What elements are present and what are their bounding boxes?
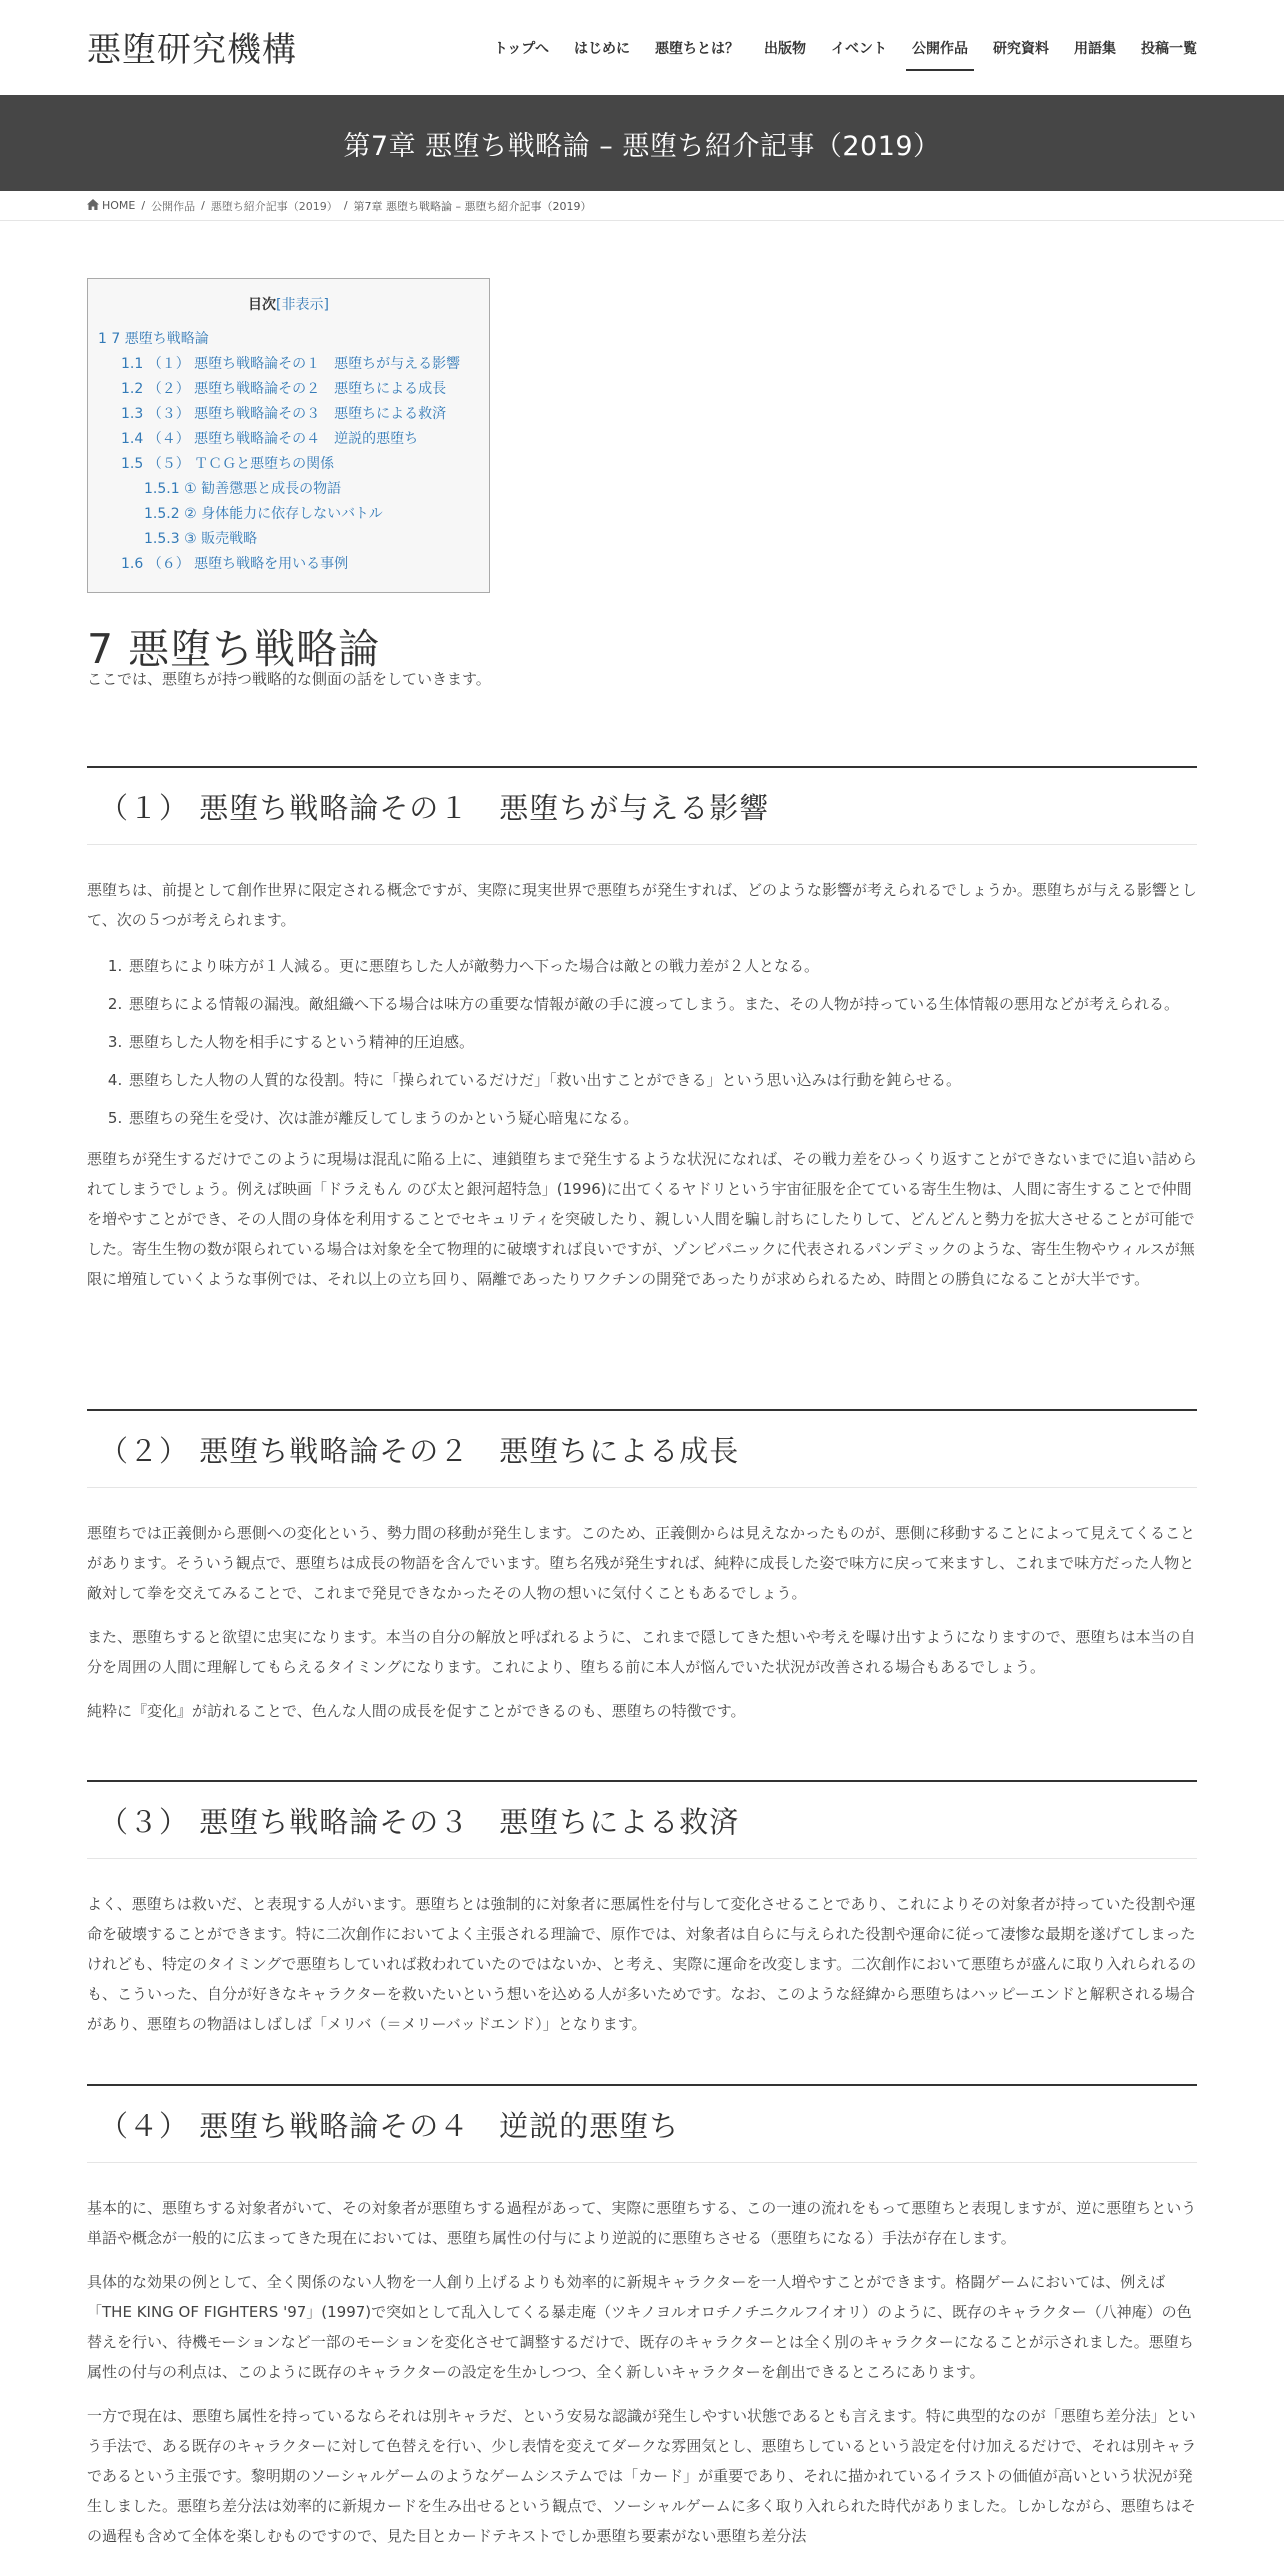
section-heading: （３） 悪堕ち戦略論その３ 悪堕ちによる救済 — [87, 1780, 1197, 1859]
nav-item-top[interactable]: トップへ — [493, 40, 549, 57]
nav-item-posts[interactable]: 投稿一覧 — [1141, 40, 1197, 57]
toc-item[interactable]: 1.2 （２） 悪堕ち戦略論その２ 悪堕ちによる成長 — [121, 381, 447, 397]
list-item: 2. 悪堕ちによる情報の漏洩。敵組織へ下る場合は味方の重要な情報が敵の手に渡ってしまう。また、その人物が持っている生体情報の悪用などが考えられる。 — [127, 992, 1197, 1017]
breadcrumb — [0, 191, 1284, 221]
page-title: 第7章 悪堕ち戦略論 – 悪堕ち紹介記事（2019） — [343, 130, 941, 162]
breadcrumb-separator: / — [141, 199, 146, 212]
toc-item[interactable]: 1.5.1 ① 勧善懲悪と成長の物語 — [144, 481, 342, 497]
page-title-band — [0, 95, 1284, 191]
toc-item[interactable]: 1.3 （３） 悪堕ち戦略論その３ 悪堕ちによる救済 — [121, 406, 447, 422]
paragraph: 純粋に『変化』が訪れることで、色んな人間の成長を促すことができるのも、悪堕ちの特徴です。 — [87, 1702, 746, 1720]
breadcrumb-item-current: 第7章 悪堕ち戦略論 – 悪堕ち紹介記事（2019） — [353, 199, 592, 213]
article-intro: ここでは、悪堕ちが持つ戦略的な側面の話をしていきます。 — [87, 670, 491, 688]
site-logo[interactable]: 悪堕研究機構 — [87, 30, 297, 70]
paragraph: 具体的な効果の例として、全く関係のない人物を一人創り上げるよりも効率的に新規キャラクターを一人増やすことができます。格闘ゲームにおいては、例えば「THE KING OF FIGHTERS '97」(1997)で突如として乱入してくる暴走庵（ツキノヨルオロチノチニクルフイオリ）のように、既存のキャラクター（八神庵）の色替えを行い、待機モーションなど一部のモーションを変化させて調整するだけで、既存のキャラクターとは全く別のキャラクターになることが示されました。悪堕ち属性の付与の利点は、このように既存のキャラクターの設定を生かしつつ、全く新しいキャラクターを創出できるところにあります。 — [87, 2273, 1194, 2381]
nav-item-research[interactable]: 研究資料 — [993, 40, 1049, 57]
nav-item-publications[interactable]: 出版物 — [764, 40, 806, 57]
paragraph: 悪堕ちが発生するだけでこのように現場は混乱に陥る上に、連鎖堕ちまで発生するような状況になれば、その戦力差をひっくり返すことができないまでに追い詰められてしまうでしょう。例えば映画「ドラえもん のび太と銀河超特急」(1996)に出てくるヤドリという宇宙征服を企てている寄生生物は、人間に寄生することで仲間を増やすことができ、その人間の身体を利用することでセキュリティを突破したり、親しい人間を騙し討ちにしたりして、どんどんと勢力を拡大させることが可能でした。寄生生物の数が限られている場合は対象を全て物理的に破壊すれば良いですが、ゾンビパニックに代表されるパンデミックのような、寄生生物やウィルスが無限に増殖していくような事例では、それ以上の立ち回り、隔離であったりワクチンの開発であったりが求められるため、時間との勝負になることが大半です。 — [87, 1150, 1198, 1288]
nav-item-intro[interactable]: はじめに — [574, 40, 630, 57]
nav-item-works[interactable]: 公開作品 — [912, 0, 968, 95]
breadcrumb-separator: / — [343, 199, 348, 212]
home-icon — [87, 199, 99, 210]
breadcrumb-item-works[interactable]: 公開作品 — [151, 199, 196, 213]
toc-title-row — [98, 294, 479, 314]
toc-item[interactable]: 1 7 悪堕ち戦略論 — [98, 331, 209, 347]
list-item: 5. 悪堕ちの発生を受け、次は誰が離反してしまうのかという疑心暗鬼になる。 — [127, 1106, 1197, 1131]
breadcrumb-home-label: HOME — [102, 199, 136, 212]
table-of-contents — [87, 278, 490, 593]
site-header — [0, 0, 1284, 95]
breadcrumb-home[interactable] — [87, 199, 135, 212]
nav-item-glossary[interactable]: 用語集 — [1074, 40, 1116, 57]
main-nav — [494, 0, 1197, 95]
toc-item[interactable]: 1.5.3 ③ 販売戦略 — [144, 531, 258, 547]
toc-list — [98, 327, 479, 577]
article-heading: 7 悪堕ち戦略論 — [87, 625, 381, 673]
section-heading: （１） 悪堕ち戦略論その１ 悪堕ちが与える影響 — [87, 766, 1197, 845]
paragraph: よく、悪堕ちは救いだ、と表現する人がいます。悪堕ちとは強制的に対象者に悪属性を付与して変化させることであり、これによりその対象者が持っていた役割や運命を破壊することができます。特に二次創作においてよく主張される理論で、原作では、対象者は自らに与えられた役割や運命に従って凄惨な最期を遂げてしまったけれども、特定のタイミングで悪堕ちしていれば救われていたのではないか、と考え、実際に運命を改変します。二次創作において悪堕ちが盛んに取り入れられるのも、こういった、自分が好きなキャラクターを救いたいという想いを込める人が多いためです。なお、このような経緯から悪堕ちはハッピーエンドと解釈される場合があり、悪堕ちの物語はしばしば「メリバ（＝メリーバッドエンド）」となります。 — [87, 1895, 1197, 2033]
paragraph: 基本的に、悪堕ちする対象者がいて、その対象者が悪堕ちする過程があって、実際に悪堕ちする、この一連の流れをもって悪堕ちと表現しますが、逆に悪堕ちという単語や概念が一般的に広まってきた現在においては、悪堕ち属性の付与により逆説的に悪堕ちさせる（悪堕ちになる）手法が存在します。 — [87, 2199, 1197, 2247]
paragraph: 悪堕ちでは正義側から悪側への変化という、勢力間の移動が発生します。このため、正義側からは見えなかったものが、悪側に移動することによって見えてくることがあります。そういう観点で、悪堕ちは成長の物語を含んでいます。堕ち名残が発生すれば、純粋に成長した姿で味方に戻って来ますし、これまで味方だった人物と敵対して拳を交えてみることで、これまで発見できなかったその人物の想いに気付くこともあるでしょう。 — [87, 1524, 1196, 1602]
list-item: 3. 悪堕ちした人物を相手にするという精神的圧迫感。 — [127, 1030, 1197, 1055]
paragraph: また、悪堕ちすると欲望に忠実になります。本当の自分の解放と呼ばれるように、これまで隠してきた想いや考えを曝け出すようになりますので、悪堕ちは本当の自分を周囲の人間に理解してもらえるタイミングになります。これにより、堕ちる前に本人が悩んでいた状況が改善される場合もあるでしょう。 — [87, 1628, 1196, 1676]
breadcrumb-item-articles[interactable]: 悪堕ち紹介記事（2019） — [210, 199, 338, 213]
nav-item-events[interactable]: イベント — [831, 40, 887, 57]
list-item: 1. 悪堕ちにより味方が１人減る。更に悪堕ちした人が敵勢力へ下った場合は敵との戦力差が２人となる。 — [127, 954, 1197, 979]
section-heading: （２） 悪堕ち戦略論その２ 悪堕ちによる成長 — [87, 1409, 1197, 1488]
section-4 — [87, 2084, 1197, 2551]
toc-item[interactable]: 1.5.2 ② 身体能力に依存しないバトル — [144, 506, 383, 522]
toc-item[interactable]: 1.5 （５） ＴＣＧと悪堕ちの関係 — [121, 456, 335, 472]
paragraph: 一方で現在は、悪堕ち属性を持っているならそれは別キャラだ、という安易な認識が発生しやすい状態であるとも言えます。特に典型的なのが「悪堕ち差分法」という手法で、ある既存のキャラクターに対して色替えを行い、少し表情を変えてダークな雰囲気とし、悪堕ちしているという設定を付け加えるだけで、それは別キャラであるという主張です。黎明期のソーシャルゲームのようなゲームシステムでは「カード」が重要であり、それに描かれているイラストの価値が高いという状況が発生しました。悪堕ち差分法は効率的に新規カードを生み出せるという観点で、ソーシャルゲームに多く取り入れられた時代がありました。しかしながら、悪堕ちはその過程も含めて全体を楽しむものですので、見た目とカードテキストでしか悪堕ち要素がない悪堕ち差分法 — [87, 2407, 1197, 2545]
section-1 — [87, 766, 1197, 1294]
paragraph: 悪堕ちは、前提として創作世界に限定される概念ですが、実際に現実世界で悪堕ちが発生すれば、どのような影響が考えられるでしょうか。悪堕ちが与える影響として、次の５つが考えられます。 — [87, 881, 1197, 929]
section-3 — [87, 1780, 1197, 2039]
section-heading: （４） 悪堕ち戦略論その４ 逆説的悪堕ち — [87, 2084, 1197, 2163]
toc-item[interactable]: 1.1 （１） 悪堕ち戦略論その１ 悪堕ちが与える影響 — [121, 356, 461, 372]
breadcrumb-separator: / — [201, 199, 205, 212]
nav-item-about[interactable]: 悪堕ちとは？ — [655, 40, 739, 57]
section-2 — [87, 1409, 1197, 1726]
list-item: 4. 悪堕ちした人物の人質的な役割。特に「操られているだけだ」「救い出すことができる」という思い込みは行動を鈍らせる。 — [127, 1068, 1197, 1093]
toc-title: 目次 — [248, 297, 277, 313]
toc-item[interactable]: 1.6 （６） 悪堕ち戦略を用いる事例 — [121, 556, 349, 572]
toc-toggle[interactable]: [非表示] — [276, 297, 329, 313]
toc-item[interactable]: 1.4 （４） 悪堕ち戦略論その４ 逆説的悪堕ち — [121, 431, 419, 447]
effects-list — [87, 954, 1197, 1131]
